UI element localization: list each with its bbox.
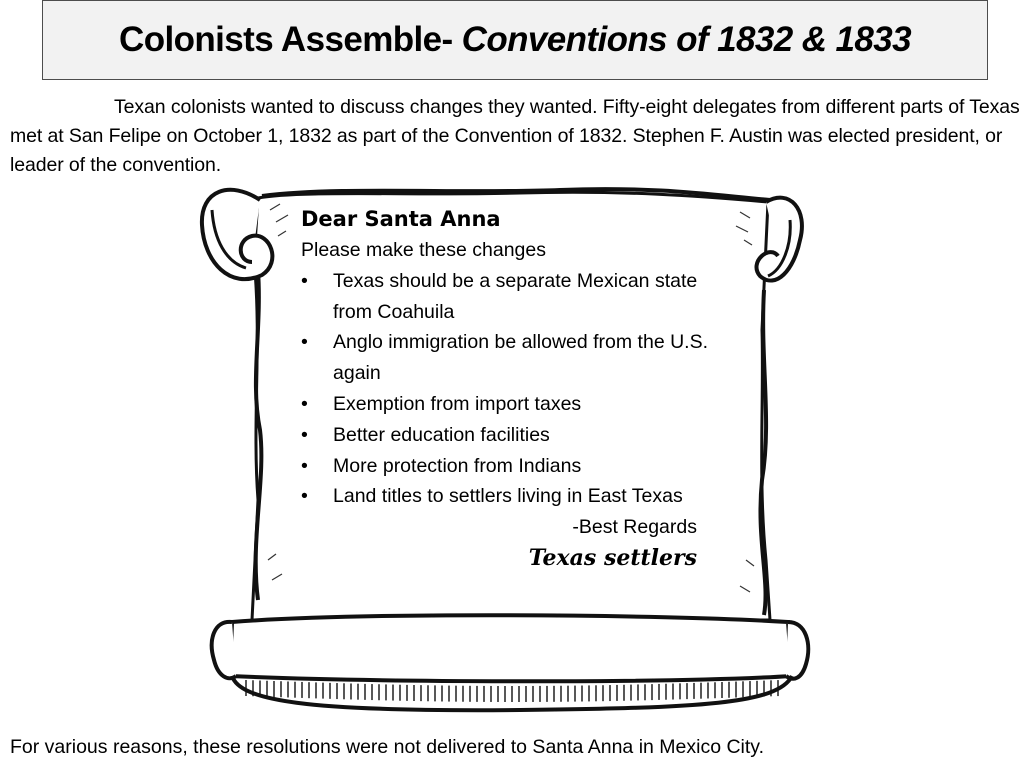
footer-note: For various reasons, these resolutions were not delivered to Santa Anna in Mexico City. [10, 736, 765, 758]
letter-closing: -Best Regards [572, 516, 697, 539]
list-item [301, 481, 711, 512]
title-italic: Conventions of 1832 & 1833 [461, 20, 911, 59]
letter-greeting: Dear Santa Anna [301, 207, 501, 231]
list-item-text: Better education facilities [333, 423, 550, 446]
list-item-text: Texas should be a separate Mexican state from Coahuila [333, 269, 698, 323]
demands-list [301, 266, 711, 512]
list-item-text: Exemption from import taxes [333, 392, 582, 415]
letter-request: Please make these changes [301, 239, 546, 261]
list-item [301, 327, 711, 389]
list-item [301, 266, 711, 328]
scroll-roller-left-end [212, 622, 236, 678]
scroll-bottom-roller [230, 615, 792, 681]
list-item [301, 420, 711, 451]
intro-text: Texan colonists wanted to discuss changes they wanted. Fifty-eight delegates from different parts of Texas met at San Felipe on October 1, 1832 as part of the Convention of 1832. Stephen F. Austin was elected president, or leader of the convention. [10, 96, 1020, 176]
letter-content [301, 203, 711, 573]
title-main: Colonists Assemble- [119, 20, 462, 59]
bullet-icon: • [301, 331, 308, 354]
scroll-roller-right-end [786, 622, 808, 679]
letter-signature: Texas settlers [528, 544, 697, 571]
bullet-icon: • [301, 454, 308, 477]
list-item-text: Land titles to settlers living in East Texas [333, 485, 683, 508]
list-item-text: More protection from Indians [333, 454, 582, 477]
list-item [301, 451, 711, 482]
bullet-icon: • [301, 269, 308, 292]
bullet-icon: • [301, 423, 308, 446]
list-item [301, 389, 711, 420]
list-item-text: Anglo immigration be allowed from the U.S. again [333, 331, 709, 385]
scroll-roller-hatching [246, 680, 778, 702]
bullet-icon: • [301, 392, 308, 415]
bullet-icon: • [301, 485, 308, 508]
